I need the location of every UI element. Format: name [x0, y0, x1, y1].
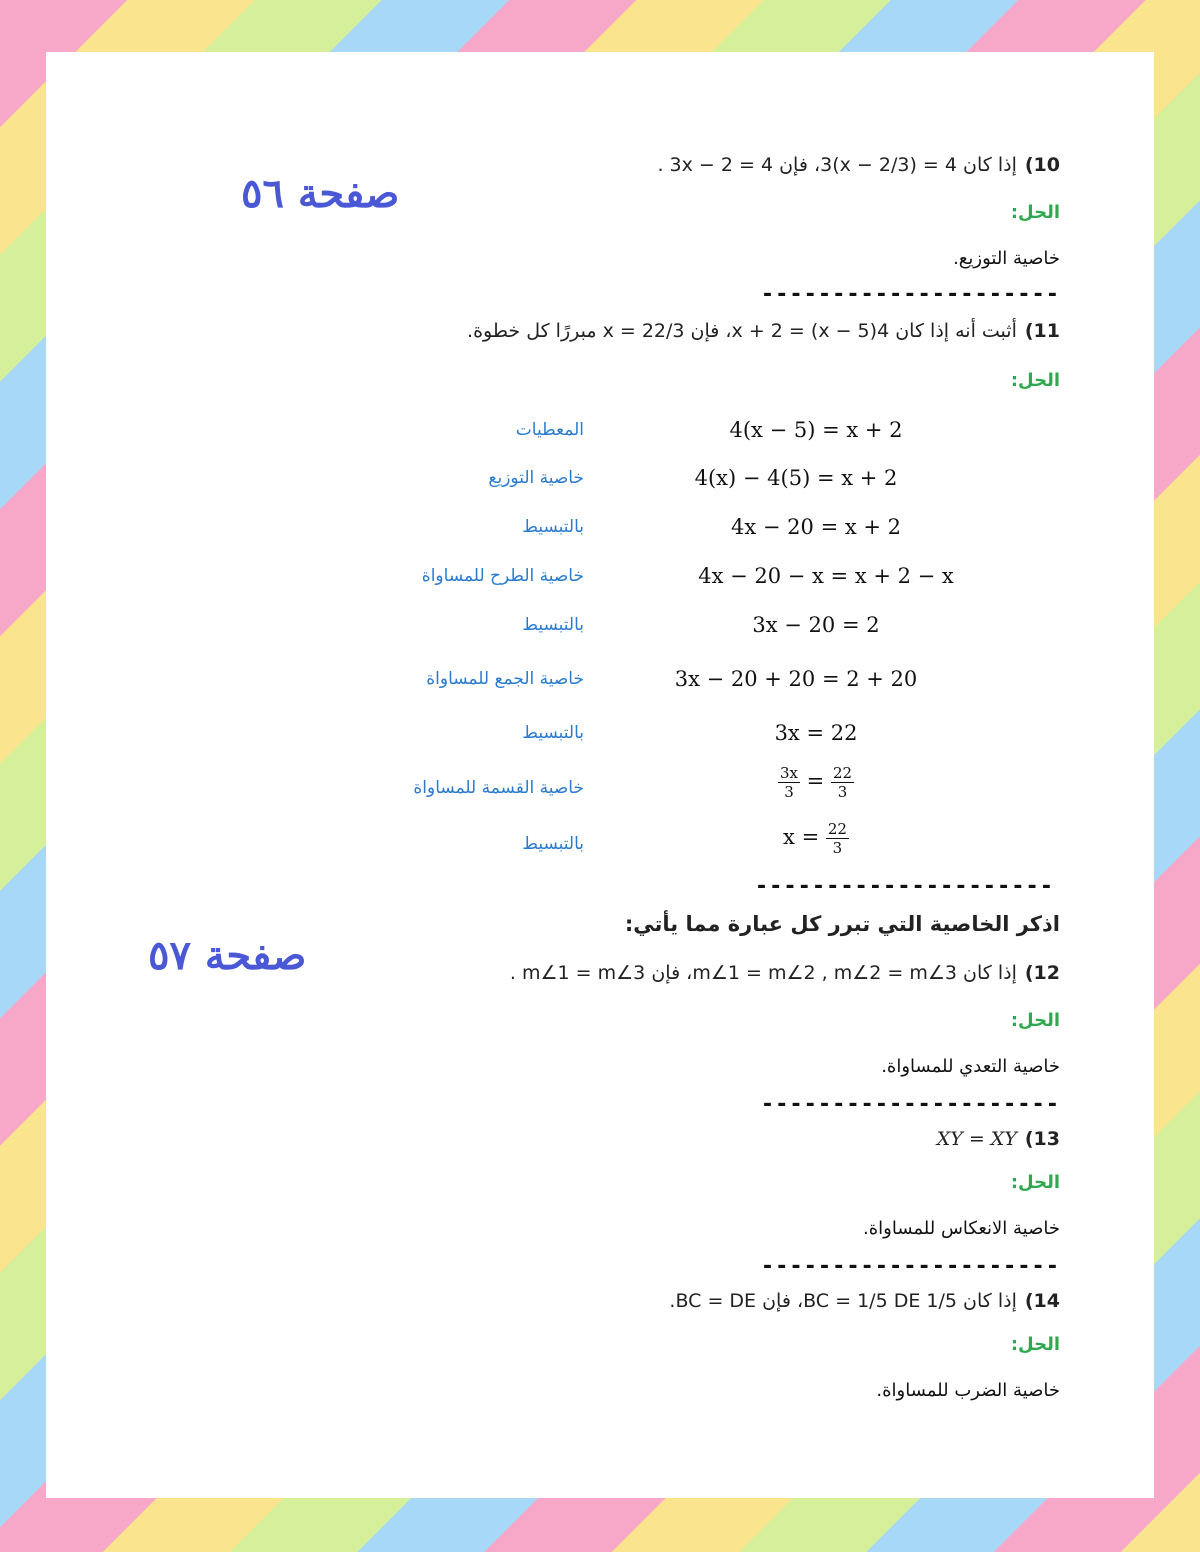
- separator-line: ---------------------: [760, 282, 1060, 307]
- fraction-denominator: 3: [837, 783, 848, 801]
- fraction: [826, 820, 849, 857]
- question-text: إذا كان m∠1 = m∠2 , m∠2 = m∠3، فإن m∠1 = m∠3 .: [509, 962, 1017, 984]
- proof-step-equation: 4x − 20 = x + 2: [731, 515, 901, 539]
- solution-label: الحل:: [1010, 370, 1060, 391]
- fraction-denominator: 3: [784, 783, 794, 801]
- proof-step-equation: 3x − 20 + 20 = 2 + 20: [674, 667, 918, 691]
- proof-step-reason: بالتبسيط: [522, 834, 584, 854]
- answer-12: خاصية التعدي للمساواة.: [881, 1056, 1060, 1077]
- proof-step-reason: خاصية الجمع للمساواة: [426, 669, 584, 689]
- answer-10: خاصية التوزيع.: [953, 248, 1060, 269]
- solution-label: الحل:: [1010, 202, 1060, 223]
- fraction-numerator: 3x: [779, 764, 798, 782]
- question-number: 12): [1024, 962, 1060, 984]
- proof-step-reason: بالتبسيط: [522, 615, 584, 635]
- question-text: إذا كان 4 = (x − 2/3)3، فإن 4 = 3x − 2 .: [657, 154, 1017, 176]
- separator-line: ---------------------: [760, 1092, 1060, 1117]
- separator-line: ---------------------: [754, 874, 1054, 899]
- proof-step-reason: خاصية الطرح للمساواة: [421, 566, 584, 586]
- proof-step-reason: خاصية التوزيع: [488, 468, 584, 488]
- proof-step-reason: بالتبسيط: [522, 723, 584, 743]
- fraction-numerator: 22: [827, 820, 847, 838]
- answer-13: خاصية الانعكاس للمساواة.: [862, 1218, 1060, 1239]
- proof-step-equation: [686, 820, 946, 857]
- proof-step-equation: 3x = 22: [774, 721, 858, 745]
- separator-line: ---------------------: [760, 1254, 1060, 1279]
- fraction-numerator: 22: [832, 764, 853, 782]
- question-text: XY = XY: [936, 1128, 1017, 1150]
- question-11: [467, 320, 1060, 342]
- fraction: [778, 764, 800, 801]
- question-number: 10): [1024, 154, 1060, 176]
- question-number: 13): [1024, 1128, 1060, 1150]
- question-number: 11): [1024, 320, 1060, 342]
- page-label-57: صفحة ٥٧: [148, 932, 307, 979]
- solution-label: الحل:: [1010, 1010, 1060, 1031]
- page-label-56: صفحة ٥٦: [241, 170, 400, 217]
- answer-14: خاصية الضرب للمساواة.: [876, 1380, 1060, 1401]
- proof-step-equation: 4x − 20 − x = x + 2 − x: [698, 564, 954, 588]
- proof-step-equation: 4(x − 5) = x + 2: [729, 418, 903, 442]
- proof-step-reason: خاصية القسمة للمساواة: [413, 778, 584, 798]
- question-number: 14): [1024, 1290, 1060, 1312]
- equation-lhs: x =: [783, 825, 820, 849]
- question-text: أثبت أنه إذا كان 4(x − 5) = x + 2، فإن x = 22/3 مبررًا كل خطوة.: [467, 320, 1017, 342]
- worksheet-page: [46, 52, 1154, 1498]
- proof-step-equation: 3x − 20 = 2: [752, 613, 880, 637]
- proof-step-equation: [686, 764, 946, 801]
- proof-step-reason: المعطيات: [515, 420, 584, 440]
- solution-label: الحل:: [1010, 1172, 1060, 1193]
- question-14: [669, 1290, 1060, 1312]
- proof-step-equation: 4(x) − 4(5) = x + 2: [694, 466, 898, 490]
- fraction: [831, 764, 854, 801]
- section-heading: اذكر الخاصية التي تبرر كل عبارة مما يأتي:: [624, 912, 1060, 936]
- question-12: [510, 962, 1060, 984]
- solution-label: الحل:: [1010, 1334, 1060, 1355]
- fraction-denominator: 3: [832, 839, 843, 857]
- equals-sign: =: [806, 769, 825, 793]
- proof-step-reason: بالتبسيط: [522, 517, 584, 537]
- question-13: [937, 1128, 1060, 1150]
- question-text: إذا كان 1/5 BC = 1/5 DE، فإن BC = DE.: [669, 1290, 1017, 1312]
- question-10: [657, 154, 1060, 176]
